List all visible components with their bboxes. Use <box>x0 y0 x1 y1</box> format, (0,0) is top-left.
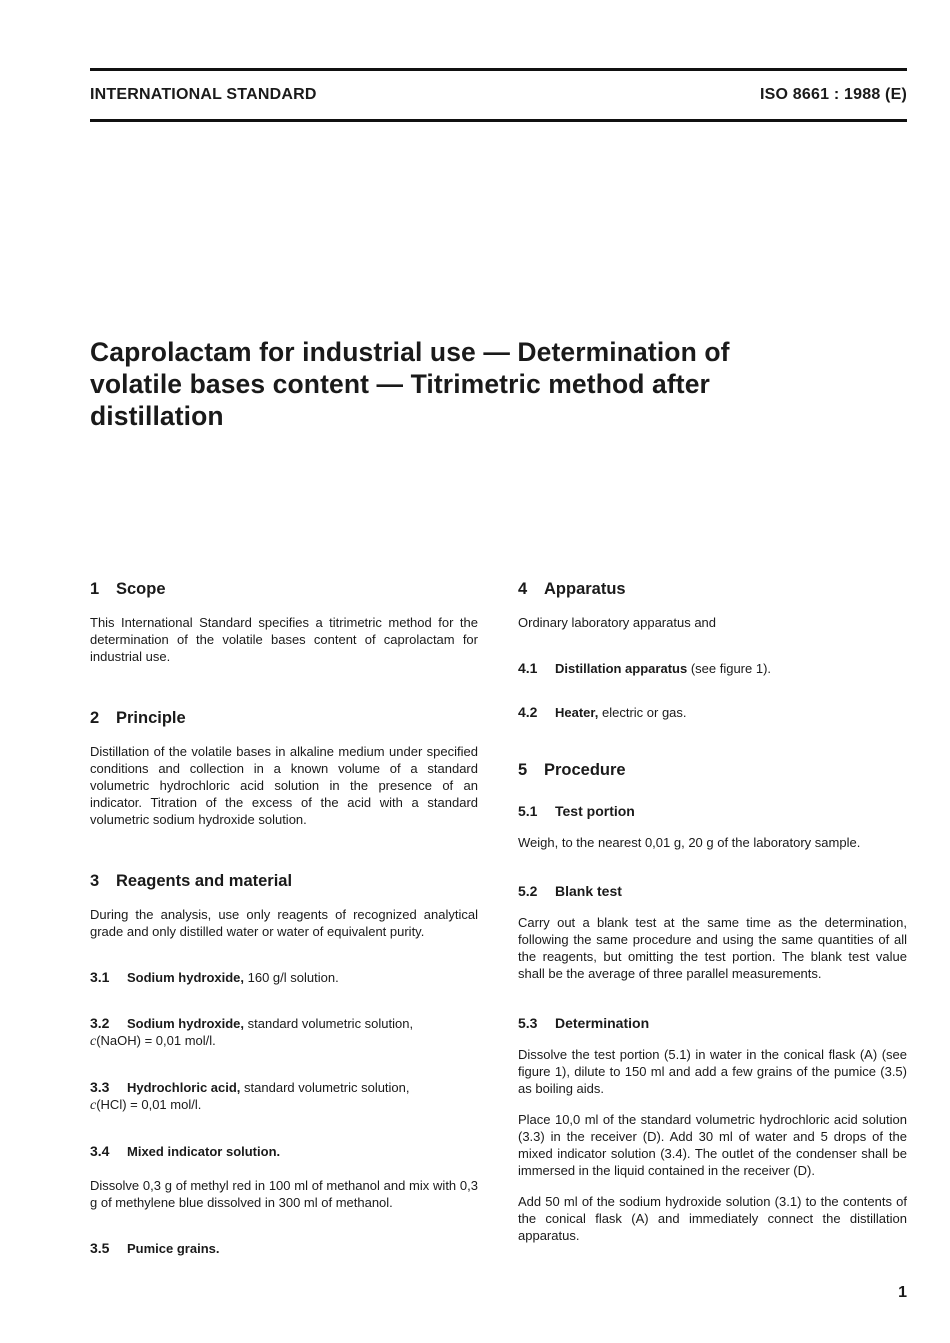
apparatus-description: electric or gas. <box>598 705 687 720</box>
section-number: 5 <box>518 761 528 779</box>
subsection-title: Blank test <box>555 883 622 899</box>
title-line-3: distillation <box>90 401 224 431</box>
subsection-number: 4.1 <box>518 660 538 676</box>
section-principle-heading <box>90 707 478 729</box>
subsection-number: 5.3 <box>518 1015 538 1031</box>
subsection-title: Test portion <box>555 803 635 819</box>
right-column <box>518 578 907 1244</box>
section-title: Reagents and material <box>116 872 293 890</box>
apparatus-4-1 <box>518 660 907 677</box>
title-line-2: volatile bases content — Titrimetric method after <box>90 369 710 399</box>
concentration-symbol: c <box>90 1098 97 1113</box>
title-line-1: Caprolactam for industrial use — Determination of <box>90 337 730 367</box>
principle-text: Distillation of the volatile bases in alkaline medium under specified conditions and collection in a known volume of a standard volumetric hydrochloric acid solution in the presence of an indicator. Titration of the excess of the acid with a standard volumetric sodium hydroxide solution. <box>90 744 478 827</box>
subsection-number: 5.2 <box>518 883 538 899</box>
reagent-description: 160 g/l solution. <box>244 970 339 985</box>
subsection-number: 4.2 <box>518 704 538 720</box>
section-number: 2 <box>90 709 100 727</box>
reagent-formula: (NaOH) = 0,01 mol/l. <box>96 1033 216 1048</box>
section-title: Procedure <box>544 761 626 779</box>
reagent-3-2 <box>90 1015 478 1050</box>
reagent-description: standard volumetric solution, <box>240 1080 410 1095</box>
determination-paragraph-3: Add 50 ml of the sodium hydroxide solution (3.1) to the contents of the conical flask (A) and immediately connect the distillation apparatus. <box>518 1194 907 1243</box>
determination-paragraph-1: Dissolve the test portion (5.1) in water in the conical flask (A) (see figure 1), dilute to 150 ml and add a few grains of the pumice (3.5) as boiling aids. <box>518 1047 907 1096</box>
apparatus-name: Distillation apparatus <box>555 661 688 676</box>
header-standard-number: ISO 8661 : 1988 (E) <box>760 86 907 103</box>
section-procedure-heading <box>518 759 907 781</box>
subsection-number: 3.2 <box>90 1015 110 1031</box>
reagents-intro-text: During the analysis, use only reagents of recognized analytical grade and only distilled water or water of equivalent purity. <box>90 907 478 939</box>
apparatus-4-2 <box>518 704 907 721</box>
blank-test-text: Carry out a blank test at the same time as the determination, following the same procedure and using the same quantities of all the reagents, but omitting the test portion. The blank test value shall be the average of three parallel measurements. <box>518 915 907 981</box>
reagent-name: Hydrochloric acid, <box>127 1080 241 1095</box>
apparatus-intro-text: Ordinary laboratory apparatus and <box>518 615 717 630</box>
reagent-3-5 <box>90 1240 478 1257</box>
subsection-number: 3.4 <box>90 1143 110 1159</box>
section-title: Apparatus <box>544 580 626 598</box>
reagent-formula: (HCl) = 0,01 mol/l. <box>96 1097 202 1112</box>
mixed-indicator-text: Dissolve 0,3 g of methyl red in 100 ml of methanol and mix with 0,3 g of methylene blue dissolved in 300 ml of methanol. <box>90 1178 478 1210</box>
top-rule <box>90 68 907 71</box>
subsection-number: 5.1 <box>518 803 538 819</box>
reagent-3-4 <box>90 1143 478 1160</box>
scope-text: This International Standard specifies a titrimetric method for the determination of the volatile bases content of caprolactam for industrial use. <box>90 615 478 664</box>
reagent-3-1 <box>90 969 478 986</box>
subsection-number: 3.5 <box>90 1240 110 1256</box>
reagent-description: standard volumetric solution, <box>244 1016 414 1031</box>
document-title <box>90 336 850 432</box>
apparatus-name: Heater, <box>555 705 599 720</box>
section-number: 3 <box>90 872 100 890</box>
determination-paragraph-2: Place 10,0 ml of the standard volumetric hydrochloric acid solution (3.3) in the receiver (D). Add 30 ml of water and 5 drops of the mixed indicator solution (3.4). The outlet of the condenser shall be immersed in the liquid contained in the receiver (D). <box>518 1112 907 1178</box>
reagent-name: Sodium hydroxide, <box>127 970 245 985</box>
reagent-3-3 <box>90 1079 478 1114</box>
concentration-symbol: c <box>90 1034 97 1049</box>
page-number: 1 <box>898 1284 907 1301</box>
subsection-test-portion-heading <box>518 801 907 821</box>
reagent-name: Mixed indicator solution. <box>127 1144 281 1159</box>
subsection-determination-heading <box>518 1013 907 1033</box>
section-title: Scope <box>116 580 166 598</box>
section-title: Principle <box>116 709 186 727</box>
left-column <box>90 578 478 1257</box>
section-number: 4 <box>518 580 528 598</box>
section-reagents-heading <box>90 870 478 892</box>
header-bottom-rule <box>90 119 907 122</box>
section-number: 1 <box>90 580 100 598</box>
subsection-number: 3.3 <box>90 1079 110 1095</box>
reagent-name: Sodium hydroxide, <box>127 1016 245 1031</box>
page-header <box>90 86 907 108</box>
subsection-blank-test-heading <box>518 881 907 901</box>
header-standard-type: INTERNATIONAL STANDARD <box>90 86 317 103</box>
apparatus-description: (see figure 1). <box>687 661 772 676</box>
reagent-name: Pumice grains. <box>127 1241 220 1256</box>
test-portion-text: Weigh, to the nearest 0,01 g, 20 g of the laboratory sample. <box>518 835 861 850</box>
section-apparatus-heading <box>518 578 907 600</box>
subsection-number: 3.1 <box>90 969 110 985</box>
section-scope-heading <box>90 578 478 600</box>
subsection-title: Determination <box>555 1015 650 1031</box>
